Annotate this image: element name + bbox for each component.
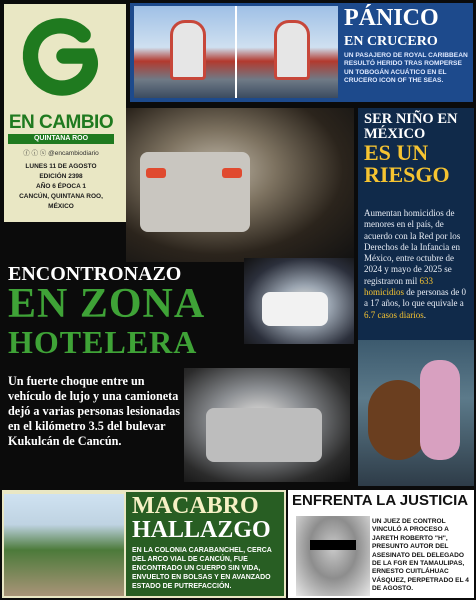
child-highlight-daily: 6.7 casos diarios [364, 309, 424, 320]
issue-edition: EDICIÓN 2398 [39, 173, 83, 180]
main-story-lead: Un fuerte choque entre un vehículo de lujo y una camioneta dejó a varias personas lesionadas en el kilómetro 3.5 del bulevar Kukulcán de Cancún. [8, 374, 180, 448]
macabre-story-title-1[interactable]: MACABRO [132, 493, 259, 519]
child-body-part-3: . [423, 309, 426, 320]
child-body-part-2: de personas de 0 a 17 años, lo que equivale a [364, 287, 466, 309]
macabre-story-title-2[interactable]: HALLAZGO [132, 517, 271, 543]
macabre-story-photo[interactable] [4, 494, 124, 596]
main-headline-line-2[interactable]: EN ZONA [8, 281, 206, 327]
crash-photo-main[interactable] [126, 108, 354, 262]
main-headline-line-3[interactable]: HOTELERA [8, 324, 198, 360]
issue-info [0, 162, 122, 212]
issue-date: LUNES 11 DE AGOSTO [25, 163, 97, 170]
panic-story-body: UN PASAJERO DE ROYAL CARIBBEAN RESULTÓ HERIDO TRAS ROMPERSE UN TOBOGÁN ACUÁTICO EN EL CRUCERO ICON OF THE SEAS. [344, 52, 468, 84]
brand-name: EN CAMBIO [8, 112, 114, 133]
child-story-body [364, 208, 472, 321]
crash-photo-damage[interactable] [184, 368, 350, 482]
panic-story-title[interactable]: PÁNICO [344, 5, 439, 31]
brand-region: QUINTANA ROO [8, 134, 114, 144]
child-body-part-1: Aumentan homicidios de menores en el país, de acuerdo con la Red por los Derechos de la Infancia en México, entre octubre de 2024 y mayo de 2025 se registraron mil [364, 208, 461, 286]
justice-story-body: UN JUEZ DE CONTROL VINCULÓ A PROCESO A JARETH ROBERTO "H", PRESUNTO AUTOR DEL ASESINATO DEL DELEGADO DE LA FGR EN TAMAULIPAS, ERNESTO CUITLÁHUAC VÁSQUEZ, PERPETRADO EL 4 DE AGOSTO. [372, 518, 469, 593]
main-headline-line-1[interactable]: ENCONTRONAZO [8, 263, 182, 285]
issue-volume: AÑO 6 ÉPOCA 1 [36, 183, 86, 190]
justice-story-title[interactable]: ENFRENTA LA JUSTICIA [292, 492, 469, 509]
panic-story-subtitle[interactable]: EN CRUCERO [344, 34, 438, 49]
child-highlight-homicides: 633 homicidios [364, 275, 433, 298]
censor-bar [310, 540, 356, 550]
crash-photo-night[interactable] [244, 258, 354, 344]
macabre-story-body: EN LA COLONIA CARABANCHEL, CERCA DEL ARCO VIAL DE CANCÚN, FUE ENCONTRADO UN CUERPO SIN VIDA, ENVUELTO EN BOLSAS Y EN AVANZADO ESTADO DE PUTREFACCIÓN. [132, 547, 272, 590]
social-handle-text: @encambiodiario [48, 150, 99, 157]
child-story-title-2[interactable]: ES UN RIESGO [364, 140, 450, 187]
social-handle[interactable] [0, 148, 122, 157]
child-story-title-1[interactable]: SER NIÑO EN MÉXICO [364, 111, 458, 142]
panic-story-photo[interactable] [134, 6, 338, 98]
child-story-photo[interactable] [358, 340, 474, 486]
justice-story-photo[interactable] [296, 516, 370, 596]
issue-location: CANCÚN, QUINTANA ROO, MÉXICO [19, 193, 103, 210]
encambio-logo-icon[interactable] [14, 10, 110, 106]
social-icons: ⓕ ⓘ ⓧ [23, 150, 49, 157]
